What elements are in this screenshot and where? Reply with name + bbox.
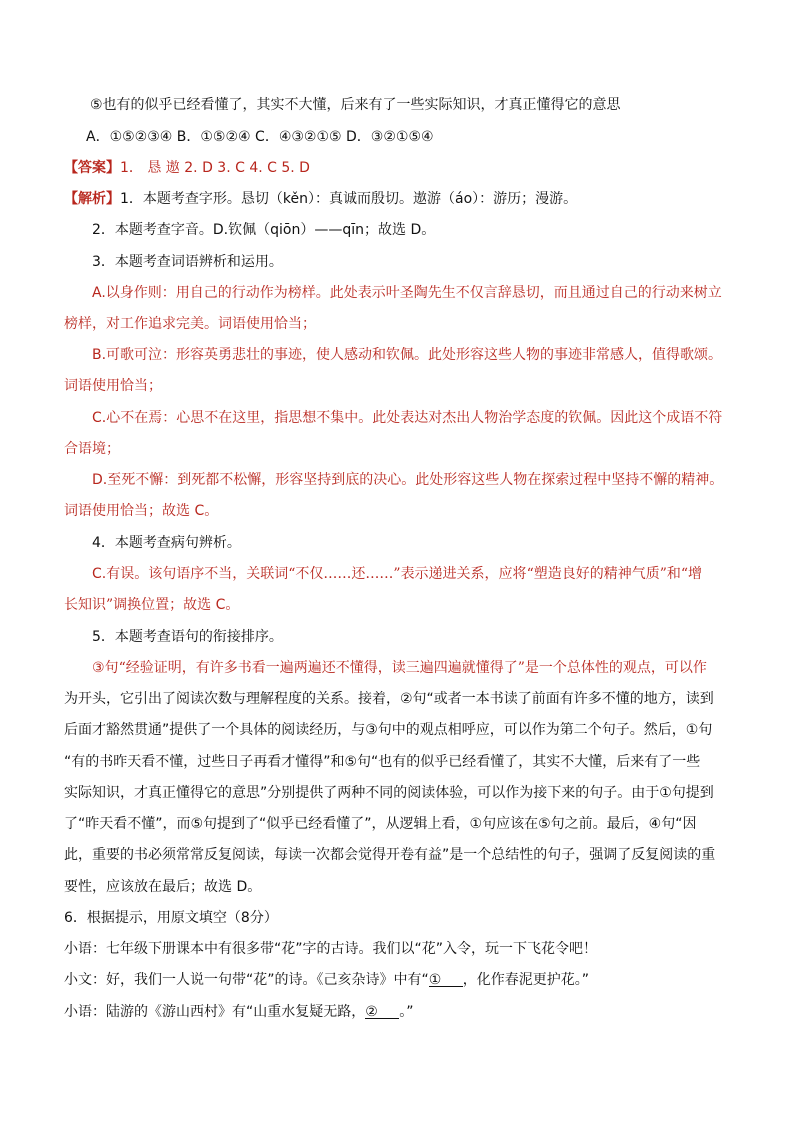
text-seg: ③句 bbox=[92, 660, 119, 676]
quote-seg: 长知识” bbox=[64, 597, 114, 613]
analysis-row-4: 4．本题考查病句辨析。 bbox=[92, 535, 241, 551]
text-seg: ，化作春泥更护花。” bbox=[462, 972, 590, 988]
analysis-a-line-1: A.以身作则：用自己的行动作为榜样。此处表示叶圣陶先生不仅言辞恳切，而且通过自己的行动来树立 bbox=[92, 285, 722, 301]
analysis-c-line-2: 合语境； bbox=[64, 441, 120, 457]
analysis-d-line-1: D.至死不懈：到死都不松懈，形容坚持到底的决心。此处形容这些人物在探索过程中坚持不懈的精神。 bbox=[92, 472, 724, 488]
analysis-row-3: 3．本题考查词语辨析和运用。 bbox=[92, 254, 283, 270]
analysis-5-line-8: 要性，应该放在最后；故选 D。 bbox=[64, 879, 262, 895]
analysis-5-line-5: 实际知识，才真正懂得它的意思”分别提供了两种不同的阅读体验，可以作为接下来的句子。由于①句提到 bbox=[64, 785, 714, 801]
analysis-c-line-1: C.心不在焉：心思不在这里，指思想不集中。此处表达对杰出人物治学态度的钦佩。因此这个成语不符 bbox=[92, 410, 723, 426]
analysis-b-line-1: B.可歌可泣：形容英勇悲壮的事迹，使人感动和钦佩。此处形容这些人物的事迹非常感人，值得歌颂。 bbox=[92, 347, 723, 363]
analysis-d-line-2: 词语使用恰当；故选 C。 bbox=[64, 503, 219, 519]
text-seg: 小文：好，我们一人说一句带“花”的诗。《己亥杂诗》中有“ bbox=[64, 972, 429, 988]
quote-seg: “塑造良好的精神气质” bbox=[526, 566, 667, 582]
quote-seg: “增 bbox=[680, 566, 703, 582]
analysis-5-line-2: 为开头，它引出了阅读次数与理解程度的关系。接着，②句“或者一本书读了前面有许多不懂的地方，读到 bbox=[64, 691, 714, 707]
text-seg: 和 bbox=[666, 566, 681, 582]
fill-blank-2[interactable] bbox=[365, 1002, 399, 1019]
text-seg: 小语：陆游的《游山西村》有“山重水复疑无路， bbox=[64, 1004, 366, 1020]
question-option-5: ⑤也有的似乎已经看懂了，其实不大懂，后来有了一些实际知识，才真正懂得它的意思 bbox=[90, 97, 621, 113]
analysis-row-5: 5．本题考查语句的衔接排序。 bbox=[92, 629, 283, 645]
dialogue-line-1: 小语：七年级下册课本中有很多带“花”字的古诗。我们以“花”入令，玩一下飞花令吧！ bbox=[64, 941, 598, 957]
answer-text: 1． 恳 遨 2. D 3. C 4. C 5. D bbox=[120, 160, 310, 176]
answer-choices: A．①⑤②③④ B．①⑤②④ C．④③②①⑤ D．③②①⑤④ bbox=[86, 129, 434, 145]
blank-number: ② bbox=[365, 1004, 378, 1020]
question-6-title: 6．根据提示，用原文填空（8分） bbox=[64, 910, 278, 926]
analysis-5-line-4: “有的书昨天看不懂，过些日子再看才懂得”和⑤句“也有的似乎已经看懂了，其实不大懂，后来有了一些 bbox=[64, 754, 701, 770]
analysis-row-2: 2．本题考查字音。D.钦佩（qiōn）——qīn；故选 D。 bbox=[92, 222, 436, 238]
analysis-5-line-1 bbox=[92, 658, 707, 678]
text-seg: 调换位置；故选 C。 bbox=[113, 597, 240, 613]
analysis-b-line-2: 词语使用恰当； bbox=[64, 378, 162, 394]
answer-tag: 【答案】 bbox=[64, 160, 120, 176]
text-seg: 表示递进关系，应将 bbox=[400, 566, 527, 582]
dialogue-line-2 bbox=[64, 970, 589, 990]
text-seg: 。” bbox=[399, 1004, 414, 1020]
analysis-tag: 【解析】 bbox=[64, 191, 120, 207]
blank-number: ① bbox=[428, 972, 442, 988]
quote-seg: “不仅……还……” bbox=[288, 566, 401, 582]
analysis-text-1: 1．本题考查字形。恳切（kěn）：真诚而殷切。遨游（áo）：游历；漫游。 bbox=[120, 191, 578, 207]
analysis-a-line-2: 榜样，对工作追求完美。词语使用恰当； bbox=[64, 316, 316, 332]
analysis-5-line-3: 后面才豁然贯通”提供了一个具体的阅读经历，与③句中的观点相呼应，可以作为第二个句子。然后，①句 bbox=[64, 722, 713, 738]
text-seg: 是一个总体性的观点，可以作 bbox=[524, 660, 707, 676]
analysis-4-line-2 bbox=[64, 595, 239, 615]
analysis-row-1 bbox=[64, 189, 577, 209]
text-seg: C.有误。该句语序不当，关联词 bbox=[92, 566, 289, 582]
dialogue-line-3 bbox=[64, 1002, 414, 1022]
fill-blank-1[interactable] bbox=[429, 970, 463, 987]
analysis-5-line-6: 了“昨天看不懂”，而⑤句提到了“似乎已经看懂了”，从逻辑上看，①句应该在⑤句之前。最后，④句“因 bbox=[64, 816, 697, 832]
analysis-4-line-1 bbox=[92, 564, 702, 584]
answer-row bbox=[64, 158, 310, 178]
quote-seg: “经验证明，有许多书看一遍两遍还不懂得，读三遍四遍就懂得了” bbox=[118, 660, 525, 676]
analysis-5-line-7: 此，重要的书必须常常反复阅读，每读一次都会觉得开卷有益”是一个总结性的句子，强调了反复阅读的重 bbox=[64, 847, 716, 863]
